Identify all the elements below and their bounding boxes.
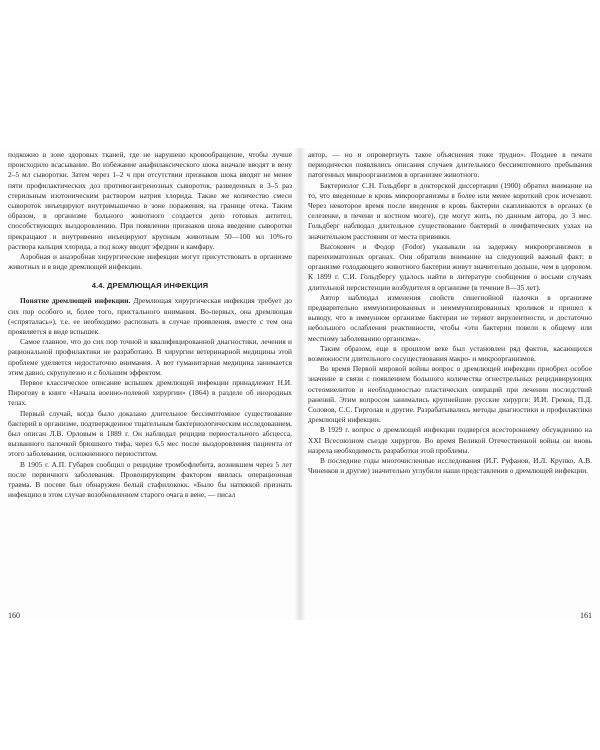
right-page	[308, 148, 592, 620]
paragraph: В 1905 г. А.П. Губарев сообщил о рецидиве тромбофлебита, возникшем через 5 лет после первичного заболевания. Провоцирующим фактором явилась операционная травма. В посеве был обнаружен белый стафилококк. «Было бы натяжкой признать инфекцию в этом случае возобновлением старого очага в вене, — писал	[8, 459, 292, 500]
paragraph: Самое главное, что до сих пор точной и квалифицированной диагностики, лечения и рациональной профилактики не разработано. В хирургии ветеринарной медицины этой проблеме уделяется недостаточно внимания. А вот гуманитарная медицина занимается этим давно, скрупулезно и с большим эффектом.	[8, 337, 292, 377]
paragraph: автор, — но и опровергнуть такое объяснения тоже трудно». Позднее в печати периодически появлялись описания случаев длительного бессимптомного пребывания патогенных микроорганизмов в организме животного.	[308, 150, 592, 180]
paragraph-text: Дремлющая хирургическая инфекция требует до сих пор особого и, более того, пристального внимания. Во-первых, она дремлющая («спряталась»), т.е. ее необходимо распознать в случае проявления, вместе с тем она проявляется в виде вспышек.	[8, 296, 292, 337]
paragraph: подкожно в зоне здоровых тканей, где не нарушено кровообращение, чтобы лучше происходило всасывание. Во избежание анафилаксического шока вначале вводят в вену 2–5 мл сыворотки. Затем через 1–2 ч при отсутствии признаков шока вводят не менее пяти профилактических доз противогангренозных сывороток, разведенных в 3–5 раз стерильным изотоническим раствором натрия хлорида. Также же количество смеси сывороток инъецируют внутримышечно в зоне поражения, на границе отека. Таким образом, в организме больного животного создается депо готовых антител, способствующих выздоровлению. При появлении признаков шока введение сыворотки прекращают и внутривенно инъецируют крупным животным 50—100 мл 10%-го раствора кальция хлорида, а под кожу вводят эфедрин и камфару.	[8, 150, 292, 251]
paragraph: Автор наблюдал изменения свойств синегнойной палочки в организме предварительно иммунизированных и неиммунизированных кроликов и пришел к выводу, что в иммунном организме бактерии не теряют вирулентности, и достаточно небольшого ослабления реактивности, чтобы «эти бактерии повели к общему или местному заболеванию организма».	[308, 292, 592, 343]
paragraph: Таким образом, еще в прошлом веке был установлен ряд фактов, касающихся возможности длительного сосуществования макро- и микроорганизмов.	[308, 343, 592, 364]
page-number: 161	[580, 611, 592, 620]
open-book-spread	[0, 148, 600, 620]
paragraph: В последние годы многочисленные исследования (И.Г. Руфанов, И.Л. Крупко, А.В. Чиненков и другие) значительно углубили наши представления о дремлющей инфекции.	[308, 456, 592, 476]
paragraph: Во время Первой мировой войны вопрос о дремлющей инфекции приобрел особое значение в связи с появлением большого количества огнестрельных рецидивирующих остеомиелитов и необходимостью пластических операций при лечении последствий ранений. Этим вопросом занимались крупнейшие русские хирурги: И.И. Греков, П.Д. Соловов, С.С. Гирголав и другие. Разрабатывались методы диагностики и профилактики дремлющей инфекции.	[308, 364, 592, 425]
paragraph: Первый случай, когда было доказано длительное бессимптомное существование бактерий в организме, подтвержденное тщательным бактериологическим исследованием, был описан Л.В. Орловым в 1889 г. Он наблюдал рецидив периостального абсцесса, вызванного палочкой брюшного тифа, через 6,5 мес после выздоровления пациента от этого заболевания, осложненного периоститом.	[8, 408, 292, 459]
left-page	[8, 148, 292, 620]
left-page-text	[8, 150, 292, 501]
paragraph-with-lead	[8, 296, 292, 337]
page-number: 160	[8, 611, 20, 620]
paragraph: Бактериолог С.Н. Гольдберг в докторской диссертации (1900) обратил внимание на то, что введенные в кровь микроорганизмы в более или менее короткий срок исчезают. Через некоторое время после введения в кровь бактерии скапливаются в органах (в селезенке, в печени и костном мозге), где могут жить, по данным автора, до 3 мес. Гольдберг наблюдал длительное существование бактерий в лимфатических узлах на значительном расстоянии от места прививки.	[308, 180, 592, 241]
paragraph: В 1929 г. вопрос о дремлющей инфекции подвергся всестороннему обсуждению на XXI Всесоюзном съезде хирургов. Во время Великой Отечественной войны он вновь назрела необходимость разработки этой проблемы.	[308, 425, 592, 455]
right-page-text	[308, 150, 592, 477]
lead-term: Понятие дремлющей инфекции.	[20, 296, 131, 306]
paragraph: Аэробная и анаэробная хирургические инфекции могут присутствовать в организме животных и в виде дремлющей инфекции.	[8, 252, 292, 272]
paragraph: Первое классическое описание вспышек дремлющей инфекции принадлежит Н.И. Пирогову в книге «Начала военно-полевой хирургии» (1864) в разделе об инородных телах.	[8, 378, 292, 408]
paragraph: Высокович и Фодор (Fodor) указывали на задержку микроорганизмов в паренхиматозных органах. Они обратили внимание на следующий важный факт: в организме голодающего животного бактерии живут значительно дольше, чем в здоровом. К 1899 г. С.И. Гольдбергу удалось найти в литературе сообщения о восьми случаях длительной персистенции возбудителя в организме (в течение 8—35 лет).	[308, 241, 592, 292]
section-heading: 4.4. ДРЕМЛЮЩАЯ ИНФЕКЦИЯ	[91, 281, 209, 291]
book-gutter	[294, 148, 306, 620]
